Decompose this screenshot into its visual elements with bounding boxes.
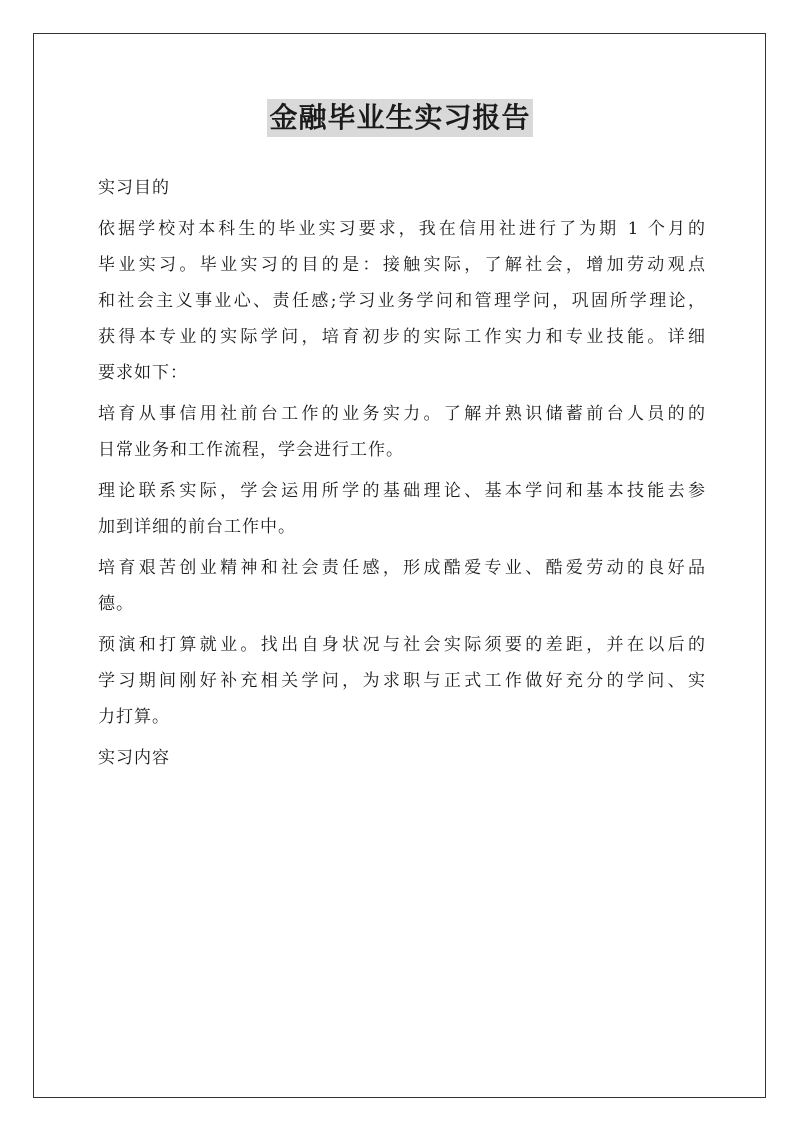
text-line: 和社会主义事业心、责任感;学习业务学问和管理学问，巩固所学理论， xyxy=(98,291,706,311)
document-title: 金融毕业生实习报告 xyxy=(267,99,532,137)
text-line: 实习内容 xyxy=(98,748,170,768)
document-body xyxy=(98,170,706,776)
text-line: 依据学校对本科生的毕业实习要求，我在信用社进行了为期 1 个月的 xyxy=(98,219,706,239)
text-line: 日常业务和工作流程，学会进行工作。 xyxy=(98,440,404,460)
text-line: 理论联系实际，学会运用所学的基础理论、基本学问和基本技能去参 xyxy=(98,481,706,501)
title-container xyxy=(0,99,800,137)
text-line: 加到详细的前台工作中。 xyxy=(98,517,296,537)
text-line: 获得本专业的实际学问，培育初步的实际工作实力和专业技能。详细 xyxy=(98,327,706,347)
text-line: 实习目的 xyxy=(98,178,170,198)
text-line: 德。 xyxy=(98,594,134,614)
text-line: 培育从事信用社前台工作的业务实力。了解并熟识储蓄前台人员的的 xyxy=(98,404,706,424)
text-line: 培育艰苦创业精神和社会责任感，形成酷爱专业、酷爱劳动的良好品 xyxy=(98,558,706,578)
text-line: 预演和打算就业。找出自身状况与社会实际须要的差距，并在以后的 xyxy=(98,635,706,655)
text-line: 学习期间刚好补充相关学问，为求职与正式工作做好充分的学问、实 xyxy=(98,671,706,691)
text-line: 力打算。 xyxy=(98,707,170,727)
text-line: 毕业实习。毕业实习的目的是：接触实际，了解社会，增加劳动观点 xyxy=(98,255,706,275)
text-line: 要求如下： xyxy=(98,363,188,383)
